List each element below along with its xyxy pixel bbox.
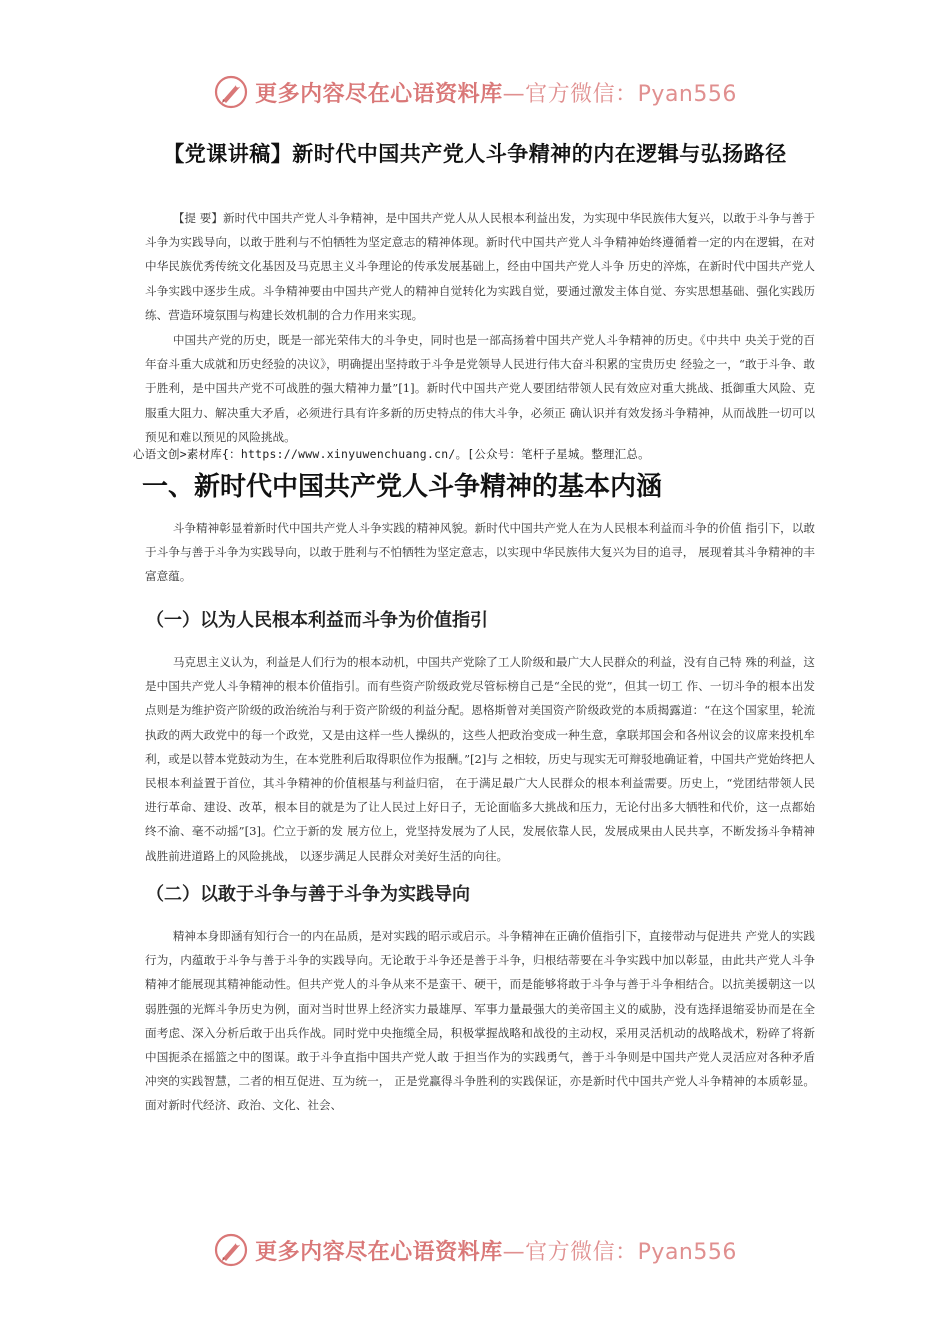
pen-logo-icon xyxy=(213,1232,249,1268)
subsection-heading-1: （一）以为人民根本利益而斗争为价值指引 xyxy=(146,610,488,631)
top-watermark-banner xyxy=(0,74,950,110)
intro-paragraph: 中国共产党的历史，既是一部光荣伟大的斗争史，同时也是一部高扬着中国共产党人斗争精神的历史。《中共中 央关于党的百年奋斗重大成就和历史经验的决议》，明确提出坚持敢于斗争是党领导人民进行伟大奋斗积累的宝贵历史 经验之一，“敢于斗争、敢于胜利，是中国共产党不可战胜的强大精神力量”[1]。新时代中国共产党人要团结带领人民有效应对重大挑战、抵御重大风险、克服重大阻力、解决重大矛盾，必须进行具有许多新的历史特点的伟大斗争，必须正 确认识并有效发扬斗争精神，从而战胜一切可以预见和难以预见的风险挑战。 xyxy=(145,333,815,444)
pen-logo-icon xyxy=(213,74,249,110)
document-title: 【党课讲稿】新时代中国共产党人斗争精神的内在逻辑与弘扬路径 xyxy=(163,142,787,166)
section-heading-1: 一、新时代中国共产党人斗争精神的基本内涵 xyxy=(142,472,663,502)
source-line: 心语文创>素材库{：https://www.xinyuwenchuang.cn/。[公众号：笔杆子星城。整理汇总。 xyxy=(133,447,650,461)
subsection2-paragraph: 精神本身即涵有知行合一的内在品质，是对实践的昭示或启示。斗争精神在正确价值指引下，直接带动与促进共 产党人的实践行为，内蕴敢于斗争与善于斗争的实践导向。无论敢于斗争还是善于斗争，归根结蒂要在斗争实践中加以彰显，由此共产党人斗争精神才能展现其精神能动性。但共产党人的斗争从来不是蛮干、硬干，而是能够将敢于斗争与善于斗争相结合。以抗美援朝这一以弱胜强的光辉斗争历史为例，面对当时世界上经济实力最雄厚、军事力量最强大的美帝国主义的威胁，没有选择退缩妥协而是在全面考虑、深入分析后敢于出兵作战。同时党中央拖缆全局，积极掌握战略和战役的主动权，采用灵活机动的战略战术，粉碎了将新中国扼杀在摇篮之中的图谋。敢于斗争直指中国共产党人敢 于担当作为的实践勇气，善于斗争则是中国共产党人灵活应对各种矛盾冲突的实践智慧，二者的相互促进、互为统一， 正是党赢得斗争胜利的实践保证，亦是新时代中国共产党人斗争精神的本质彰显。面对新时代经济、政治、文化、社会、 xyxy=(145,929,815,1113)
watermark-text: 更多内容尽在心语资料库—官方微信：Pyan556 xyxy=(255,1239,737,1265)
bottom-watermark-banner xyxy=(0,1232,950,1268)
section1-intro-paragraph: 斗争精神彰显着新时代中国共产党人斗争实践的精神风貌。新时代中国共产党人在为人民根本利益而斗争的价值 指引下，以敢于斗争与善于斗争为实践导向，以敢于胜利与不怕牺牲为坚定意志，以实现中华民族伟大复兴为目的追寻， 展现着其斗争精神的丰富意蕴。 xyxy=(145,521,815,584)
abstract-paragraph: 【提 要】新时代中国共产党人斗争精神，是中国共产党人从人民根本利益出发，为实现中华民族伟大复兴，以敢于斗争与善于斗争为实践导向，以敢于胜利与不怕牺牲为坚定意志的精神体现。新时代中国共产党人斗争精神始终遵循着一定的内在逻辑，在对中华民族优秀传统文化基因及马克思主义斗争理论的传承发展基础上，经由中国共产党人斗争 历史的淬炼，在新时代中国共产党人斗争实践中逐步生成。斗争精神要由中国共产党人的精神自觉转化为实践自觉，要通过激发主体自觉、夯实思想基础、强化实践历练、营造环境氛围与构建长效机制的合力作用来实现。 xyxy=(145,211,815,322)
watermark-text: 更多内容尽在心语资料库—官方微信：Pyan556 xyxy=(255,81,737,107)
subsection1-paragraph: 马克思主义认为，利益是人们行为的根本动机，中国共产党除了工人阶级和最广大人民群众的利益，没有自己特 殊的利益，这是中国共产党人斗争精神的根本价值指引。而有些资产阶级政党尽管标榜自己是“全民的党”，但其一切工 作、一切斗争的根本出发点则是为维护资产阶级的政治统治与利于资产阶级的利益分配。恩格斯曾对美国资产阶级政党的本质揭露道：“在这个国家里，轮流执政的两大政党中的每一个政党，又是由这样一些人操纵的，这些人把政治变成一种生意，拿联邦国会和各州议会的议席来投机牟利，或是以替本党鼓动为生，在本党胜利后取得职位作为报酬。”[2]与 之相较，历史与现实无可辩驳地确证着，中国共产党始终把人民根本利益置于首位，其斗争精神的价值根基与利益归宿， 在于满足最广大人民群众的根本利益需要。历史上，“党团结带领人民进行革命、建设、改革，根本目的就是为了让人民过上好日子，无论面临多大挑战和压力，无论付出多大牺牲和代价，这一点都始终不渝、毫不动摇”[3]。伫立于新的发 展方位上，党坚持发展为了人民，发展依靠人民，发展成果由人民共享，不断发扬斗争精神战胜前进道路上的风险挑战， 以逐步满足人民群众对美好生活的向往。 xyxy=(145,655,815,863)
subsection-heading-2: （二）以敢于斗争与善于斗争为实践导向 xyxy=(146,884,470,905)
